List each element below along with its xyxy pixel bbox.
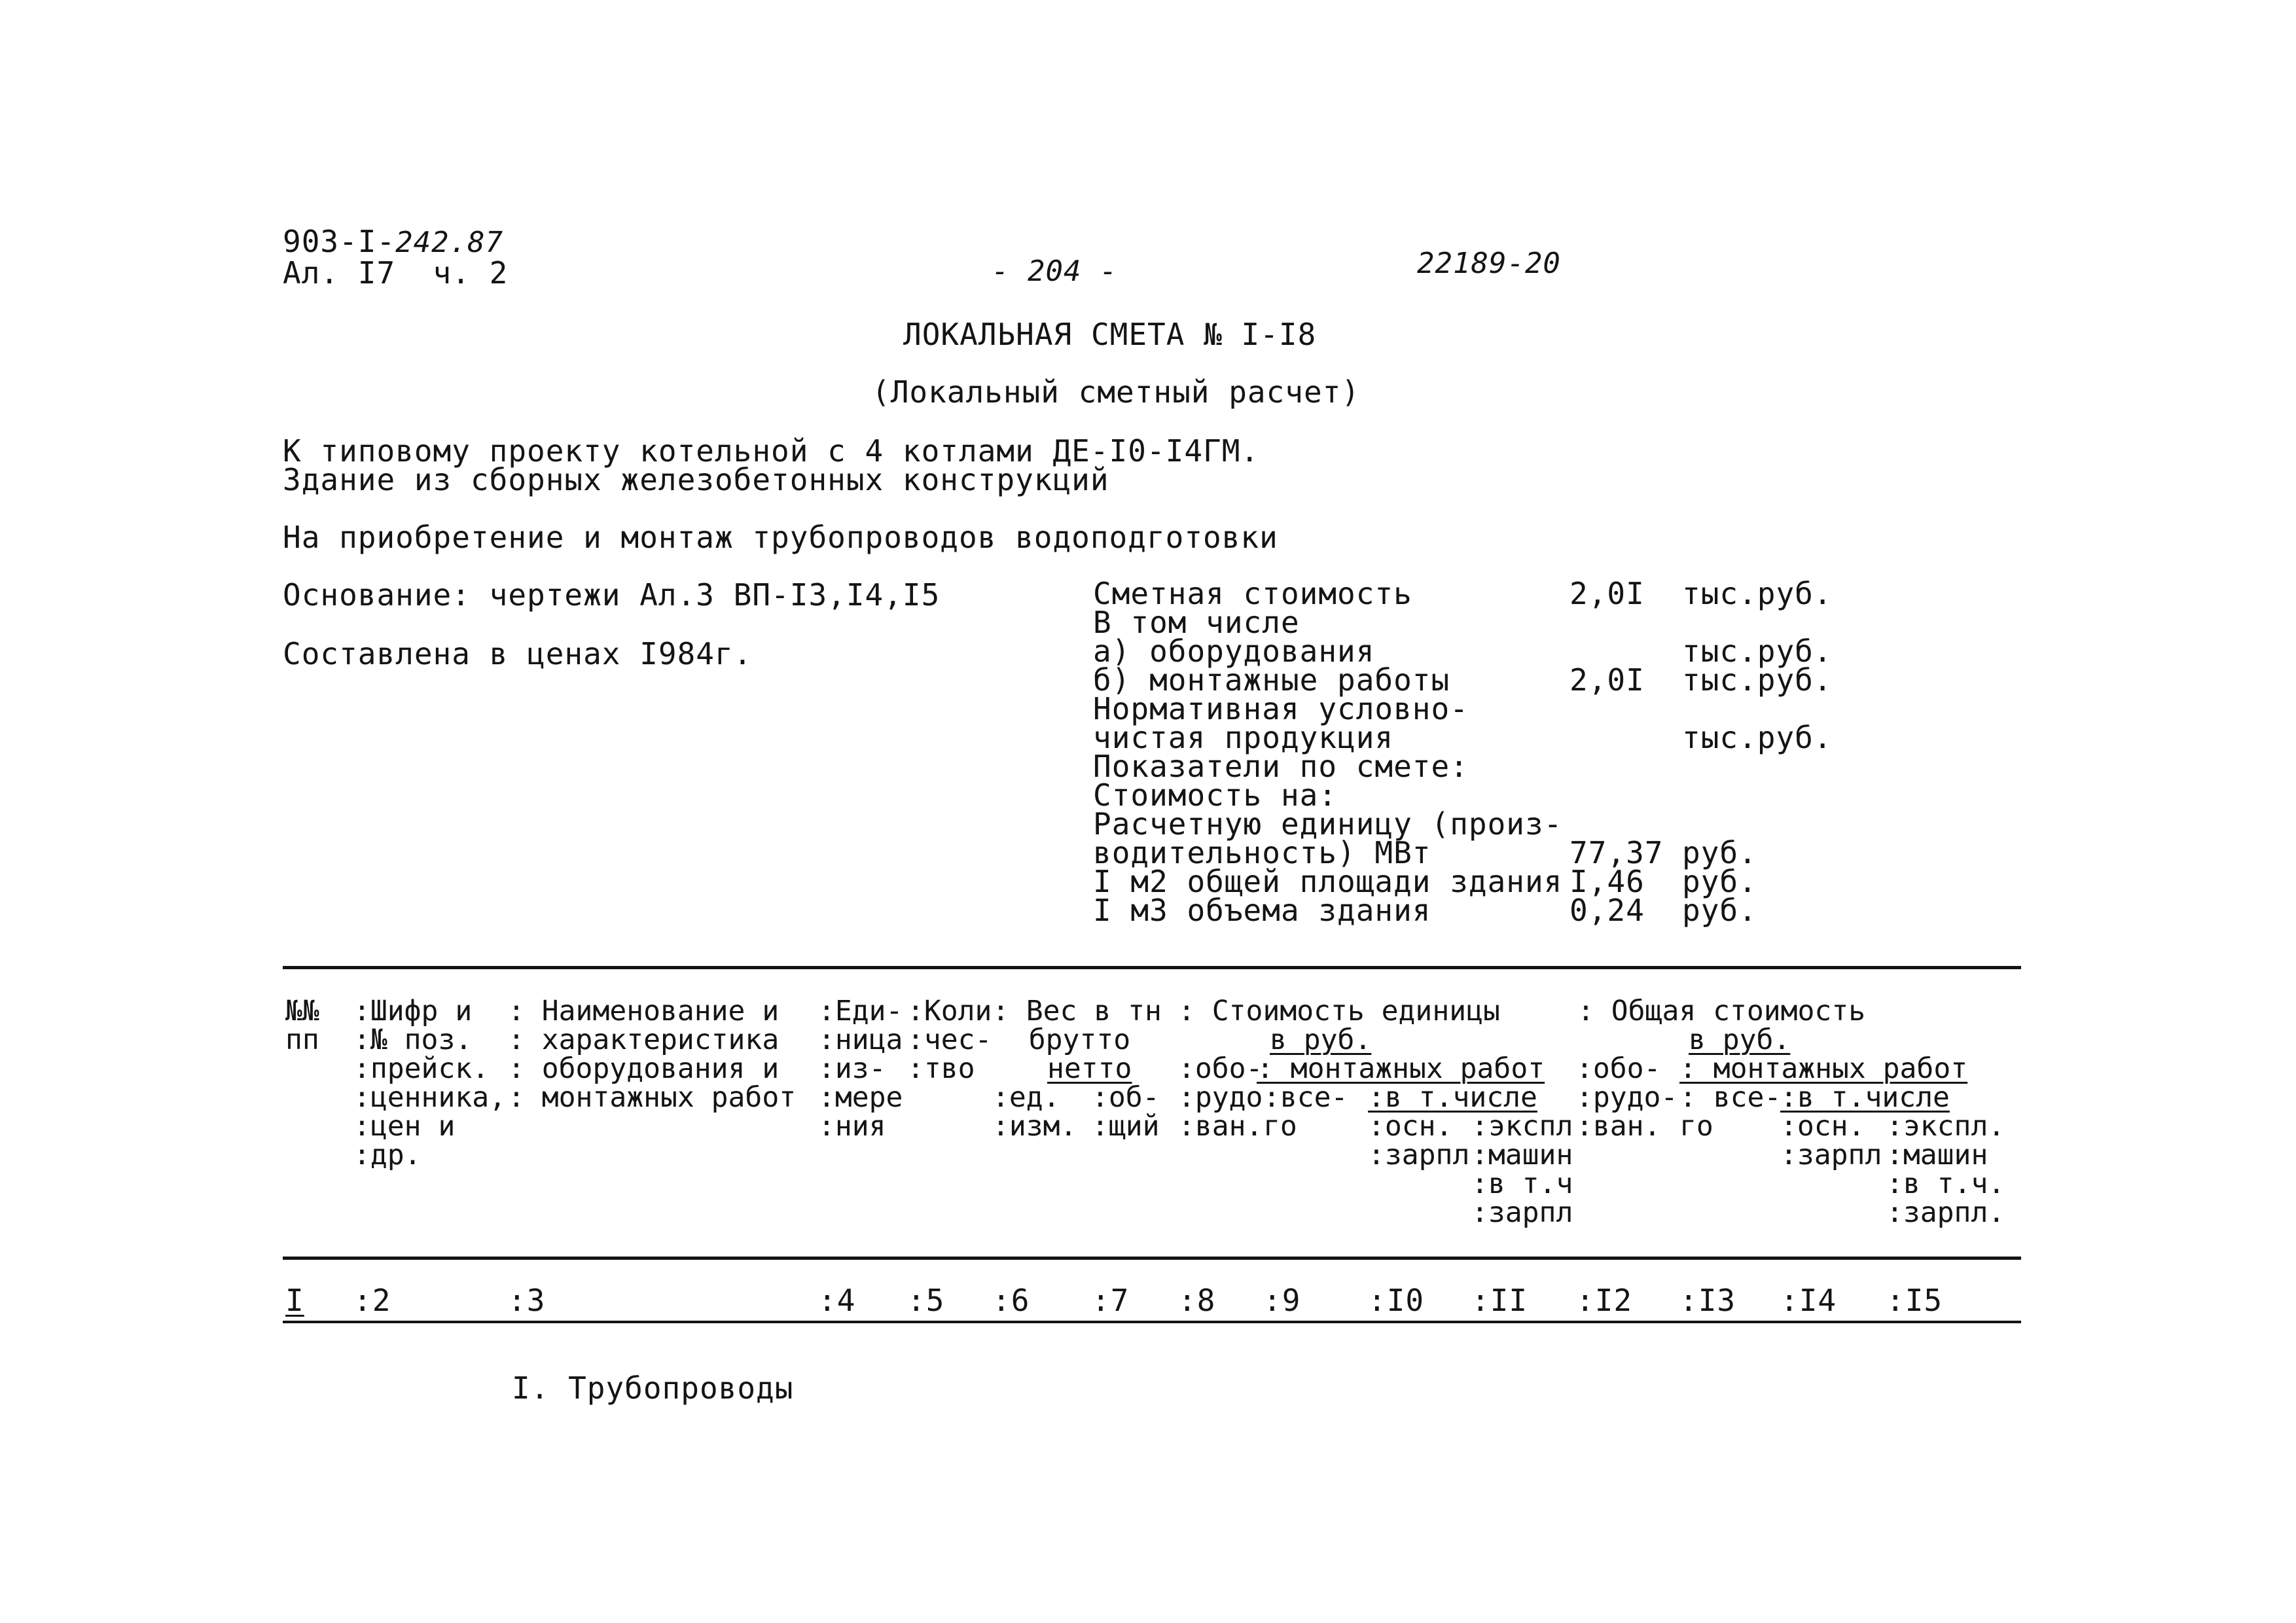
- header-cell: :машин: [1471, 1139, 1573, 1171]
- column-number: :3: [508, 1283, 546, 1318]
- summary-value: 2,0I: [1570, 576, 1645, 611]
- summary-unit: тыс.руб.: [1682, 720, 1833, 755]
- header-cell: :ценника,: [353, 1081, 506, 1114]
- header-cell: :ван.: [1178, 1110, 1263, 1143]
- header-cell: :ница: [818, 1024, 903, 1056]
- prices-line: Составлена в ценах I984г.: [283, 636, 753, 671]
- header-cell: : Стоимость единицы: [1178, 995, 1500, 1027]
- header-cell: :машин: [1886, 1139, 1988, 1171]
- table-numbers-rule: [283, 1321, 2021, 1323]
- project-code: [283, 226, 503, 258]
- header-cell: :в т.числе: [1780, 1081, 1950, 1114]
- header-cell: :зарпл: [1780, 1139, 1882, 1171]
- project-code-handwritten: 242.87: [395, 226, 504, 259]
- summary-unit: тыс.руб.: [1682, 662, 1833, 698]
- project-code-prefix: 903-I-: [283, 224, 396, 259]
- header-cell: :зарпл: [1471, 1196, 1573, 1229]
- column-number: :II: [1471, 1283, 1528, 1318]
- header-cell: :все-: [1263, 1081, 1348, 1114]
- summary-value: 2,0I: [1570, 662, 1645, 698]
- document-title: ЛОКАЛЬНАЯ СМЕТА № I-I8: [903, 317, 1317, 352]
- column-number: :6: [992, 1283, 1030, 1318]
- header-cell: :в т.числе: [1368, 1081, 1537, 1114]
- header-cell: : Вес в тн: [992, 995, 1162, 1027]
- summary-unit: руб.: [1682, 835, 1757, 870]
- header-cell: :обо-: [1576, 1052, 1661, 1085]
- header-cell: :ед.: [992, 1081, 1060, 1114]
- header-cell: :рудо: [1178, 1081, 1263, 1114]
- summary-value: I,46: [1570, 864, 1645, 899]
- header-cell: :зарпл.: [1886, 1196, 2005, 1229]
- column-number: :I4: [1780, 1283, 1837, 1318]
- table-top-rule: [283, 966, 2021, 969]
- table-header-bottom-rule: [283, 1257, 2021, 1260]
- summary-unit: тыс.руб.: [1682, 633, 1833, 669]
- header-cell: в руб.: [1270, 1024, 1372, 1056]
- header-cell: : оборудования и: [508, 1052, 780, 1085]
- header-cell: :др.: [353, 1139, 422, 1171]
- header-cell: :в т.ч.: [1886, 1168, 2005, 1200]
- header-cell: :Еди-: [818, 995, 903, 1027]
- summary-label: а) оборудования: [1093, 633, 1375, 669]
- project-line-2: Здание из сборных железобетонных конструкций: [283, 462, 1109, 497]
- document-number: 22189-20: [1417, 247, 1561, 280]
- header-cell: :об-: [1092, 1081, 1160, 1114]
- header-cell: :щий: [1092, 1110, 1160, 1143]
- header-cell: : монтажных работ: [1679, 1052, 1968, 1085]
- header-cell: №№: [285, 995, 319, 1027]
- column-number: :4: [818, 1283, 856, 1318]
- album-line: Ал. I7 ч. 2: [283, 255, 509, 291]
- header-cell: брутто: [995, 1024, 1131, 1056]
- header-cell: :в т.ч: [1471, 1168, 1573, 1200]
- header-cell: : характеристика: [508, 1024, 780, 1056]
- header-cell: :обо-: [1178, 1052, 1263, 1085]
- header-cell: :из-: [818, 1052, 886, 1085]
- header-cell: :осн.: [1780, 1110, 1865, 1143]
- header-cell: нетто: [1047, 1052, 1132, 1085]
- summary-label: б) монтажные работы: [1093, 662, 1450, 698]
- column-number: :I2: [1576, 1283, 1633, 1318]
- project-line-1: К типовому проекту котельной с 4 котлами ДЕ-I0-I4ГМ.: [283, 433, 1260, 469]
- header-cell: : монтажных работ: [1257, 1052, 1545, 1085]
- header-cell: : Общая стоимость: [1577, 995, 1866, 1027]
- column-number: :9: [1263, 1283, 1301, 1318]
- header-cell: :чес-: [907, 1024, 992, 1056]
- header-cell: :рудо-: [1576, 1081, 1678, 1114]
- summary-label: Стоимость на:: [1093, 777, 1338, 813]
- header-cell: :тво: [907, 1052, 975, 1085]
- summary-label: водительность) МВт: [1093, 835, 1431, 870]
- column-number: :I0: [1368, 1283, 1425, 1318]
- header-cell: :цен и: [353, 1110, 456, 1143]
- column-number: I: [285, 1283, 304, 1318]
- header-cell: :мере: [818, 1081, 903, 1114]
- header-cell: :изм.: [992, 1110, 1077, 1143]
- purpose-line: На приобретение и монтаж трубопроводов водоподготовки: [283, 520, 1278, 555]
- column-number: :7: [1092, 1283, 1130, 1318]
- summary-label: В том числе: [1093, 605, 1300, 640]
- header-cell: :Шифр и: [353, 995, 473, 1027]
- header-cell: :экспл.: [1886, 1110, 2005, 1143]
- header-cell: го: [1679, 1110, 1713, 1143]
- header-cell: : все-: [1679, 1081, 1782, 1114]
- header-cell: :№ поз.: [353, 1024, 473, 1056]
- column-number: :2: [353, 1283, 391, 1318]
- summary-label: Сметная стоимость: [1093, 576, 1412, 611]
- column-number: :5: [907, 1283, 945, 1318]
- column-number: :8: [1178, 1283, 1216, 1318]
- summary-label: Расчетную единицу (произ-: [1093, 806, 1563, 842]
- column-number: :I3: [1679, 1283, 1736, 1318]
- summary-label: Показатели по смете:: [1093, 749, 1469, 784]
- summary-label: чистая продукция: [1093, 720, 1394, 755]
- summary-unit: тыс.руб.: [1682, 576, 1833, 611]
- summary-label: Нормативная условно-: [1093, 691, 1469, 726]
- summary-label: I м2 общей площади здания: [1093, 864, 1563, 899]
- section-title: I. Трубопроводы: [512, 1370, 794, 1406]
- header-cell: :прейск.: [353, 1052, 490, 1085]
- summary-unit: руб.: [1682, 893, 1757, 928]
- page-number: - 204 -: [992, 255, 1118, 288]
- header-cell: :Коли: [907, 995, 992, 1027]
- header-cell: : Наименование и: [508, 995, 780, 1027]
- summary-value: 0,24: [1570, 893, 1645, 928]
- basis-line: Основание: чертежи Ал.3 ВП-I3,I4,I5: [283, 577, 941, 613]
- header-cell: го: [1263, 1110, 1297, 1143]
- header-cell: пп: [285, 1024, 319, 1056]
- column-number: :I5: [1886, 1283, 1943, 1318]
- summary-value: 77,37: [1570, 835, 1664, 870]
- summary-label: I м3 объема здания: [1093, 893, 1431, 928]
- header-cell: :зарпл: [1368, 1139, 1470, 1171]
- summary-unit: руб.: [1682, 864, 1757, 899]
- header-cell: :осн.: [1368, 1110, 1453, 1143]
- header-cell: в руб.: [1689, 1024, 1791, 1056]
- header-cell: :ния: [818, 1110, 886, 1143]
- document-subtitle: (Локальный сметный расчет): [872, 374, 1361, 410]
- header-cell: :экспл: [1471, 1110, 1573, 1143]
- header-cell: : монтажных работ: [508, 1081, 797, 1114]
- header-cell: :ван.: [1576, 1110, 1661, 1143]
